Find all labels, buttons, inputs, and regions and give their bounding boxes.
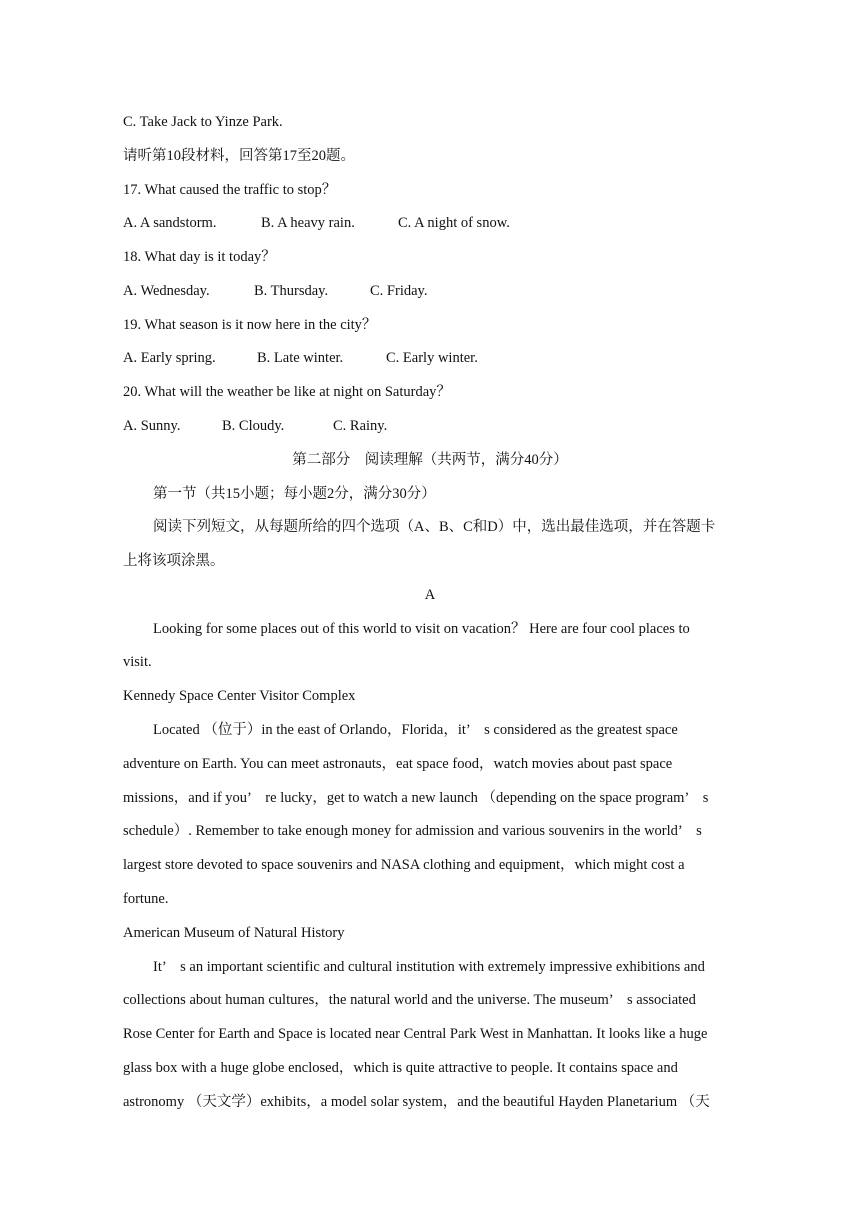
question-19-options (123, 348, 743, 368)
question-20-options (123, 416, 743, 436)
intro-line-2: visit. (123, 654, 152, 670)
question-17-stem: 17. What caused the traffic to stop？ (123, 182, 337, 198)
place-1-line: Located （位于）in the east of Orlando，Florida，it’ s considered as the greatest space (153, 722, 678, 738)
place-1-line: adventure on Earth. You can meet astronauts，eat space food，watch movies about past space (123, 756, 673, 772)
previous-option-c: C. Take Jack to Yinze Park. (123, 114, 283, 130)
question-19-stem: 19. What season is it now here in the city？ (123, 317, 377, 333)
place-2-line: Rose Center for Earth and Space is located near Central Park West in Manhattan. It looks like a huge (123, 1026, 708, 1042)
q19-option-a: A. Early spring. (123, 350, 216, 366)
place-2-line: It’ s an important scientific and cultural institution with extremely impressive exhibitions and (153, 959, 705, 975)
place-1-line: fortune. (123, 891, 169, 907)
place-1-line: largest store devoted to space souvenirs and NASA clothing and equipment，which might cost a (123, 857, 685, 873)
place-2-line: astronomy （天文学）exhibits，a model solar system，and the beautiful Hayden Planetarium （天 (123, 1094, 710, 1110)
place-1-title: Kennedy Space Center Visitor Complex (123, 688, 356, 704)
q17-option-a: A. A sandstorm. (123, 215, 217, 231)
q18-option-c: C. Friday. (370, 283, 428, 299)
place-2-line: collections about human cultures，the natural world and the universe. The museum’ s associated (123, 992, 696, 1008)
q17-option-c: C. A night of snow. (398, 215, 510, 231)
q17-option-b: B. A heavy rain. (261, 215, 355, 231)
q20-option-a: A. Sunny. (123, 418, 181, 434)
question-18-stem: 18. What day is it today？ (123, 249, 276, 265)
listening-instruction: 请听第10段材料，回答第17至20题。 (123, 148, 355, 164)
place-1-line: schedule）. Remember to take enough money for admission and various souvenirs in the world’ s (123, 823, 702, 839)
section-one-title: 第一节（共15小题；每小题2分，满分30分） (153, 486, 436, 502)
q20-option-c: C. Rainy. (333, 418, 388, 434)
q20-option-b: B. Cloudy. (222, 418, 285, 434)
q18-option-b: B. Thursday. (254, 283, 329, 299)
q19-option-c: C. Early winter. (386, 350, 478, 366)
reading-instruction-line-2: 上将该项涂黑。 (123, 553, 225, 569)
question-18-options (123, 281, 743, 301)
q19-option-b: B. Late winter. (257, 350, 344, 366)
part-two-title: 第二部分 阅读理解（共两节，满分40分） (292, 452, 568, 468)
place-2-title: American Museum of Natural History (123, 925, 345, 941)
question-17-options (123, 213, 743, 233)
reading-instruction-line-1: 阅读下列短文，从每题所给的四个选项（A、B、C和D）中，选出最佳选项，并在答题卡 (153, 519, 716, 535)
intro-line-1: Looking for some places out of this world to visit on vacation？ Here are four cool places to (153, 621, 690, 637)
place-1-line: missions，and if you’ re lucky，get to watch a new launch （depending on the space program’ s (123, 790, 709, 806)
q18-option-a: A. Wednesday. (123, 283, 210, 299)
place-2-line: glass box with a huge globe enclosed，which is quite attractive to people. It contains space and (123, 1060, 678, 1076)
passage-label: A (424, 587, 436, 603)
question-20-stem: 20. What will the weather be like at night on Saturday？ (123, 384, 451, 400)
